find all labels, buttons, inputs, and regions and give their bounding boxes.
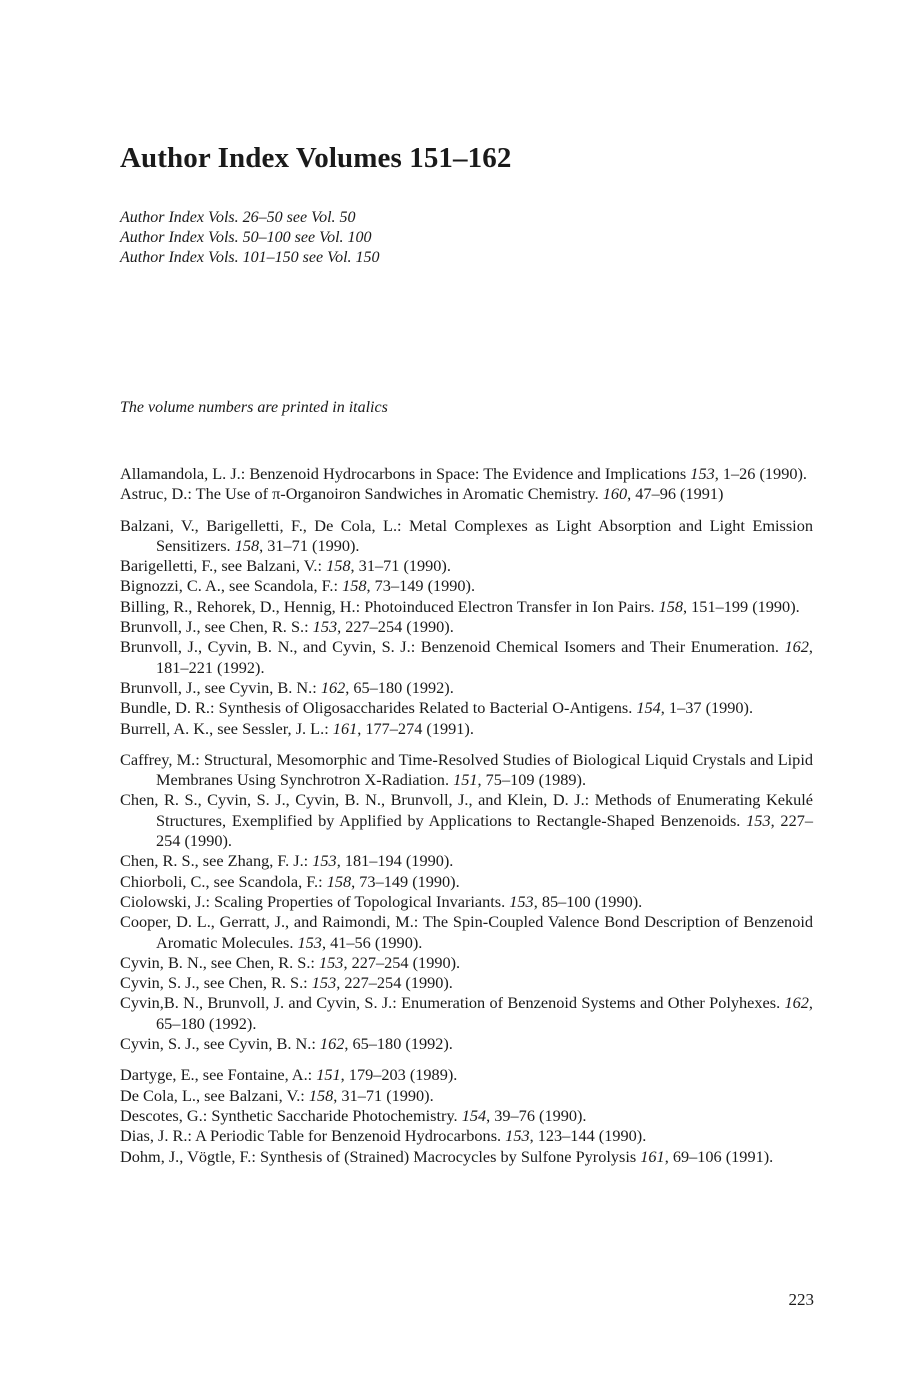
index-entry — [120, 1086, 813, 1106]
entry-pages-year: , 65–180 (1992). — [345, 677, 454, 697]
index-entry — [120, 912, 813, 953]
index-entry — [120, 719, 813, 739]
entry-volume: 153 — [505, 1126, 530, 1146]
entry-citation: Brunvoll, J., Cyvin, B. N., and Cyvin, S. J.: Benzenoid Chemical Isomers and Their Enumeration. — [120, 637, 785, 657]
entry-pages-year: , 65–180 (1992). — [156, 993, 813, 1033]
index-group — [120, 516, 813, 739]
index-entry — [120, 464, 813, 484]
volume-note: The volume numbers are printed in italics — [120, 399, 388, 416]
see-also-note: Author Index Vols. 101–150 see Vol. 150 — [120, 249, 380, 266]
entry-volume: 162 — [784, 993, 809, 1013]
entry-volume: 162 — [320, 677, 346, 697]
index-entry — [120, 993, 813, 1034]
index-group — [120, 464, 813, 505]
entry-volume: 158 — [658, 596, 684, 616]
entry-pages-year: , 227–254 (1990). — [337, 617, 454, 637]
entry-pages-year: , 47–96 (1991) — [627, 484, 724, 504]
index-entry — [120, 597, 813, 617]
entry-volume: 153 — [690, 464, 715, 483]
entry-volume: 151 — [453, 770, 478, 790]
entry-pages-year: , 1–26 (1990). — [714, 464, 807, 483]
entry-pages-year: , 31–71 (1990). — [259, 535, 360, 555]
entry-volume: 153 — [509, 891, 534, 911]
index-entry — [120, 678, 813, 698]
entry-citation: Barigelletti, F., see Balzani, V.: — [120, 556, 327, 576]
index-entry — [120, 637, 813, 678]
entry-citation: Dias, J. R.: A Periodic Table for Benzenoid Hydrocarbons. — [120, 1126, 506, 1146]
entry-volume: 158 — [326, 871, 352, 891]
entry-citation: Brunvoll, J., see Chen, R. S.: — [120, 617, 313, 637]
author-index-list — [120, 464, 813, 1167]
entry-pages-year: , 31–71 (1990). — [350, 556, 451, 576]
entry-volume: 160 — [602, 484, 628, 504]
entry-citation: Bignozzi, C. A., see Scandola, F.: — [120, 576, 343, 596]
entry-volume: 161 — [332, 718, 358, 738]
page-number: 223 — [788, 1290, 814, 1309]
index-entry — [120, 851, 813, 871]
entry-pages-year: , 123–144 (1990). — [529, 1126, 647, 1146]
index-entry — [120, 617, 813, 637]
see-also-notes — [120, 208, 380, 268]
entry-volume: 162 — [784, 637, 809, 657]
entry-citation: Brunvoll, J., see Cyvin, B. N.: — [120, 677, 321, 697]
entry-volume: 162 — [319, 1034, 345, 1054]
entry-volume: 158 — [234, 535, 260, 555]
index-entry — [120, 1147, 813, 1167]
entry-pages-year: , 181–221 (1992). — [156, 637, 813, 677]
entry-pages-year: , 73–149 (1990). — [351, 871, 460, 891]
entry-volume: 158 — [342, 576, 367, 596]
entry-pages-year: , 1–37 (1990). — [660, 698, 754, 718]
entry-pages-year: , 227–254 (1990). — [156, 810, 813, 851]
index-entry — [120, 576, 813, 596]
entry-pages-year: , 73–149 (1990). — [366, 576, 476, 596]
entry-citation: Ciolowski, J.: Scaling Properties of Topological Invariants. — [120, 891, 510, 911]
index-entry — [120, 1065, 813, 1085]
index-entry — [120, 1034, 813, 1054]
entry-citation: Burrell, A. K., see Sessler, J. L.: — [120, 718, 333, 738]
entry-pages-year: , 177–274 (1991). — [357, 718, 474, 738]
entry-citation: Caffrey, M.: Structural, Mesomorphic and Time-Resolved Studies of Biological Liquid Crystals and Lipid Membranes Using Synchrotron X-Radiation. — [120, 749, 813, 790]
index-entry — [120, 556, 813, 576]
entry-citation: Balzani, V., Barigelletti, F., De Cola, L.: Metal Complexes as Light Absorption and Light Emission Sensitizers. — [120, 515, 813, 555]
entry-citation: Chen, R. S., see Zhang, F. J.: — [120, 851, 313, 871]
see-also-note: Author Index Vols. 26–50 see Vol. 50 — [120, 209, 356, 226]
index-entry — [120, 872, 813, 892]
entry-volume: 153 — [312, 617, 338, 637]
entry-citation: Dartyge, E., see Fontaine, A.: — [120, 1065, 317, 1085]
index-entry — [120, 698, 813, 718]
entry-pages-year: , 39–76 (1990). — [486, 1105, 587, 1125]
entry-citation: De Cola, L., see Balzani, V.: — [120, 1085, 309, 1105]
entry-citation: Chen, R. S., Cyvin, S. J., Cyvin, B. N., Brunvoll, J., and Klein, D. J.: Methods of Enumerating Kekulé Structures, Exemplified by Applified by Applications to Rectangle-Shaped Benzenoids. — [120, 790, 813, 830]
entry-volume: 154 — [461, 1105, 487, 1125]
entry-pages-year: , 227–254 (1990). — [343, 952, 461, 972]
entry-pages-year: , 69–106 (1991). — [664, 1146, 774, 1166]
entry-pages-year: , 227–254 (1990). — [336, 973, 453, 993]
page-title: Author Index Volumes 151–162 — [120, 142, 512, 174]
entry-volume: 153 — [312, 851, 337, 871]
entry-citation: Bundle, D. R.: Synthesis of Oligosaccharides Related to Bacterial O-Antigens. — [120, 698, 637, 718]
entry-pages-year: , 41–56 (1990). — [321, 932, 423, 952]
entry-citation: Allamandola, L. J.: Benzenoid Hydrocarbons in Space: The Evidence and Implications — [120, 464, 691, 483]
entry-citation: Chiorboli, C., see Scandola, F.: — [120, 871, 327, 891]
entry-citation: Cyvin, S. J., see Cyvin, B. N.: — [120, 1034, 320, 1054]
entry-pages-year: , 75–109 (1989). — [477, 770, 587, 790]
see-also-note: Author Index Vols. 50–100 see Vol. 100 — [120, 229, 372, 246]
index-entry — [120, 1126, 813, 1146]
entry-volume: 158 — [326, 556, 351, 576]
entry-citation: Cyvin, S. J., see Chen, R. S.: — [120, 973, 312, 993]
entry-pages-year: , 181–194 (1990). — [336, 851, 454, 871]
index-group — [120, 1065, 813, 1166]
entry-volume: 153 — [746, 810, 771, 830]
entry-citation: Cooper, D. L., Gerratt, J., and Raimondi, M.: The Spin-Coupled Valence Bond Description of Benzenoid Aromatic Molecules. — [120, 912, 813, 952]
entry-citation: Dohm, J., Vögtle, F.: Synthesis of (Strained) Macrocycles by Sulfone Pyrolysis — [120, 1146, 641, 1166]
index-entry — [120, 1106, 813, 1126]
index-entry — [120, 516, 813, 557]
index-entry — [120, 892, 813, 912]
entry-pages-year: , 85–100 (1990). — [533, 891, 643, 911]
index-entry — [120, 953, 813, 973]
entry-pages-year: , 151–199 (1990). — [683, 596, 800, 616]
index-entry — [120, 484, 813, 504]
index-group — [120, 750, 813, 1054]
entry-pages-year: , 31–71 (1990). — [333, 1085, 434, 1105]
entry-volume: 154 — [636, 698, 661, 718]
entry-volume: 161 — [640, 1146, 665, 1166]
entry-pages-year: , 179–203 (1989). — [340, 1065, 458, 1085]
entry-citation: Billing, R., Rehorek, D., Hennig, H.: Photoinduced Electron Transfer in Ion Pairs. — [120, 596, 659, 616]
entry-pages-year: , 65–180 (1992). — [344, 1034, 453, 1054]
index-entry — [120, 790, 813, 851]
index-entry — [120, 750, 813, 791]
index-entry — [120, 973, 813, 993]
entry-volume: 158 — [308, 1085, 334, 1105]
entry-volume: 153 — [297, 932, 322, 952]
entry-citation: Descotes, G.: Synthetic Saccharide Photochemistry. — [120, 1105, 462, 1125]
entry-citation: Astruc, D.: The Use of π-Organoiron Sandwiches in Aromatic Chemistry. — [120, 484, 603, 504]
entry-volume: 153 — [319, 952, 344, 972]
entry-volume: 151 — [316, 1065, 341, 1085]
entry-citation: Cyvin, B. N., see Chen, R. S.: — [120, 952, 320, 972]
entry-volume: 153 — [311, 973, 337, 993]
entry-citation: Cyvin,B. N., Brunvoll, J. and Cyvin, S. J.: Enumeration of Benzenoid Systems and Other Polyhexes. — [120, 993, 785, 1013]
